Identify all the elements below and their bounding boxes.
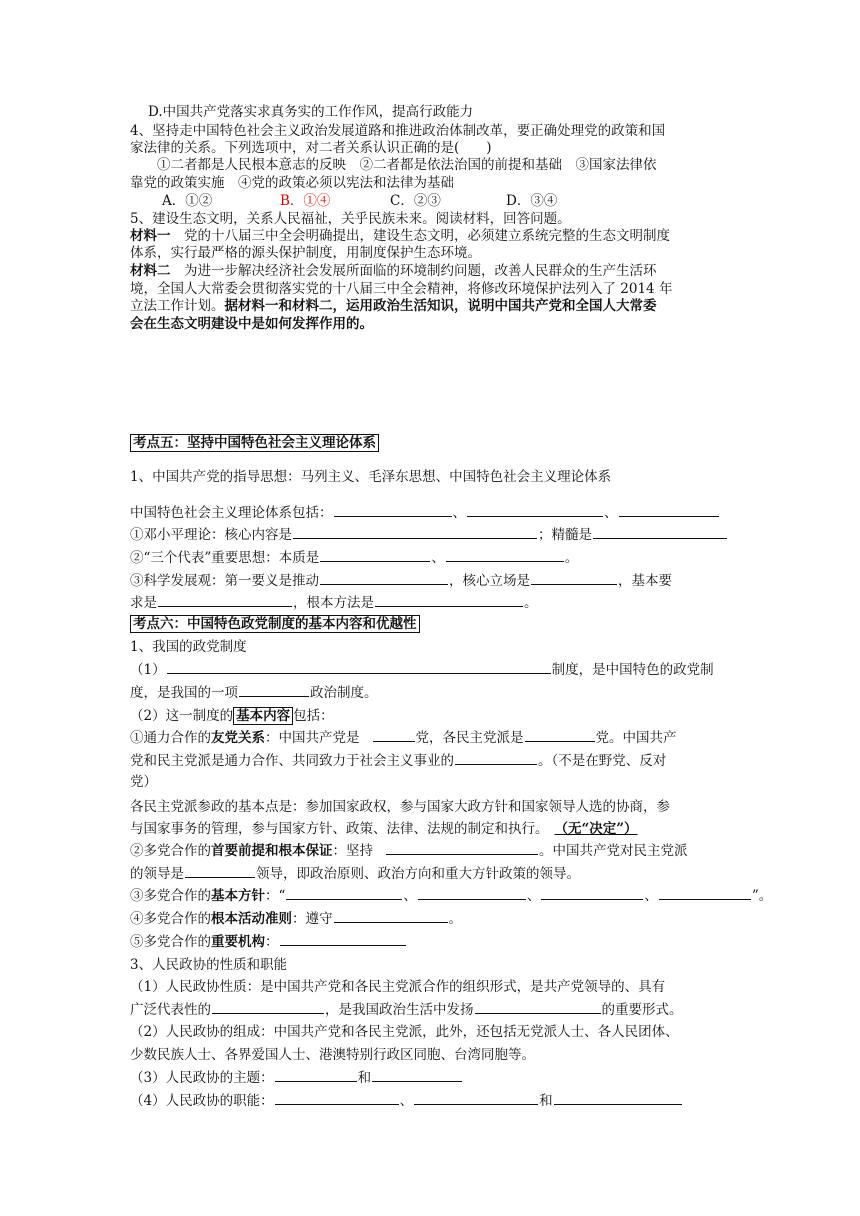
sep: 、 (403, 888, 417, 904)
blank[interactable] (418, 885, 526, 900)
c6-text-2: ： (265, 934, 279, 950)
material-2-text-end: 立法工作计划。 (130, 298, 225, 314)
premise-guarantee: 首要前提和根本保证 (211, 843, 333, 859)
section-6-q1-2 (130, 999, 683, 1021)
section-6-c1 (130, 727, 677, 749)
question-4-statements-2: 靠党的政策实施 ④党的政策必须以宪法和法律为基础 (130, 175, 454, 191)
question-5-prompt: 据材料一和材料二，运用政治生活知识，说明中国共产党和全国人大常委 (224, 298, 657, 314)
basic-policy: 基本方针 (211, 888, 265, 904)
blank[interactable] (286, 885, 402, 900)
activity-principle: 根本活动准则 (211, 911, 292, 927)
blank[interactable] (541, 885, 643, 900)
blank[interactable] (659, 885, 751, 900)
c1-text-3: 党，各民主党派是 (415, 730, 524, 746)
c3-text: ②多党合作的 (130, 843, 211, 859)
section-5-title-box: 考点五：坚持中国特色社会主义理论体系 (130, 434, 379, 452)
c4-text-3: ”。 (751, 888, 773, 904)
section-5-line-2: 中国特色社会主义理论体系包括： 、 、 (130, 502, 720, 524)
and: 和 (357, 1070, 372, 1086)
blank[interactable] (531, 570, 617, 585)
item-2-text: 包括： (293, 708, 334, 724)
section-6-c1-3: 党） (130, 774, 157, 790)
three-represents-label: ②“三个代表”重要思想：本质是 (130, 550, 320, 566)
section-5-title (130, 432, 379, 454)
blank[interactable] (275, 1090, 399, 1105)
material-2-line-2: 境，全国人大常委会贯彻落实党的十八届三中全会精神，将修改环境保护法列入了 2014 年 (130, 281, 673, 297)
blank[interactable] (375, 592, 523, 607)
material-2-line-3 (130, 298, 657, 315)
blank[interactable] (320, 547, 430, 562)
material-1-line-2: 体系，实行最严格的源头保护制度，用制度保护生态环境。 (130, 245, 481, 261)
blank[interactable] (167, 659, 551, 674)
item-1-text-2: 度，是我国的一项 (130, 685, 238, 701)
c1-text-5: 党和民主党派是通力合作、共同致力于社会主义事业的 (130, 753, 454, 769)
section-6-p2 (130, 705, 334, 727)
question-4-line-2: 家法律的关系。下列选项中，对二者关系认识正确的是( ) (130, 140, 492, 156)
option-c: C．②③ (390, 193, 441, 209)
material-1-text: 党的十八届三中全会明确提出，建设生态文明，必须建立系统完整的生态文明制度 (170, 228, 670, 244)
blank[interactable] (280, 931, 406, 946)
blank[interactable] (455, 750, 537, 765)
section-6-q2-2: 少数民族人士、各界爱国人士、港澳特别行政区同胞、台湾同胞等。 (130, 1047, 535, 1063)
item-1-text: 制度，是中国特色的政党制 (551, 662, 714, 678)
material-1-line-1 (130, 228, 670, 245)
section-6-c5 (130, 908, 462, 930)
blank[interactable] (475, 999, 601, 1014)
section-6-c3-2 (130, 863, 580, 885)
option-a: A．①② (162, 193, 213, 209)
theory-system-label: 中国特色社会主义理论体系包括： (130, 505, 333, 521)
period: 。 (524, 595, 538, 611)
blank[interactable] (275, 1067, 357, 1082)
and: 和 (539, 1093, 553, 1109)
sep: 、 (644, 888, 658, 904)
section-6-c1-2 (130, 750, 666, 772)
method-label: ，根本方法是 (293, 595, 374, 611)
sep: 、 (526, 888, 541, 904)
q4-text: （4）人民政协的职能： (130, 1093, 274, 1109)
q1-text-2: ，是我国政治生活中发扬 (325, 1002, 474, 1018)
blank[interactable] (554, 1090, 682, 1105)
blank[interactable] (185, 863, 255, 878)
blank[interactable] (372, 1067, 462, 1082)
section-5-line-1: 1、中国共产党的指导思想：马列主义、毛泽东思想、中国特色社会主义理论体系 (130, 469, 612, 485)
item-2-label: （2）这一制度的 (130, 708, 234, 724)
question-5-prompt-2: 会在生态文明建设中是如何发挥作用的。 (130, 316, 373, 332)
important-institution: 重要机构 (211, 934, 265, 950)
section-5-line-3 (130, 524, 728, 546)
c1-text-2: ：中国共产党是 (265, 730, 360, 746)
option-d: D．③④ (506, 193, 558, 209)
c5-text: ④多党合作的 (130, 911, 211, 927)
option-b-answer: B．①④ (280, 193, 331, 209)
basic-content-box: 基本内容 (233, 707, 293, 725)
option-d-line: D.中国共产党落实求真务实的工作作风，提高行政能力 (148, 104, 474, 120)
material-2-text: 为进一步解决经济社会发展所面临的环境制约问题，改善人民群众的生产生活环 (170, 263, 657, 279)
c3-text-4: 的领导是 (130, 866, 184, 882)
q1-text: 广泛代表性的 (130, 1002, 211, 1018)
section-5-line-4: ②“三个代表”重要思想：本质是 、 。 (130, 547, 578, 569)
question-4-statements-1: ①二者都是人民根本意志的反映 ②二者都是依法治国的前提和基础 ③国家法律依 (130, 157, 657, 173)
no-decision-note: （无“决定”） (554, 821, 638, 837)
blank[interactable] (619, 502, 719, 517)
basic-req-label: ，基本要 (618, 573, 672, 589)
period: 。 (564, 550, 579, 566)
deng-theory-label: ①邓小平理论：核心内容是 (130, 527, 292, 543)
blank[interactable] (386, 840, 538, 855)
question-4-options (162, 193, 557, 210)
essence-label: ；精髓是 (538, 527, 592, 543)
blank[interactable] (525, 727, 595, 742)
section-6-c3 (130, 840, 688, 862)
item-1-text-3: 政治制度。 (310, 685, 378, 701)
sep: 、 (399, 1093, 414, 1109)
material-1-label: 材料一 (130, 228, 171, 244)
section-6-q2: （2）人民政协的组成：中国共产党和各民主党派，此外，还包括无党派人士、各人民团体、 (130, 1024, 679, 1040)
c4-text-2: ：“ (265, 888, 286, 904)
item-1-label: （1） (130, 662, 166, 678)
c3-text-3: 。中国共产党对民主党派 (539, 843, 688, 859)
section-6-p1-2 (130, 682, 378, 704)
c3-text-2: ：坚持 (332, 843, 373, 859)
blank[interactable] (467, 502, 603, 517)
q3-text: （3）人民政协的主题： (130, 1070, 274, 1086)
req-label: 求是 (130, 595, 157, 611)
section-6-sub-3: 3、人民政协的性质和职能 (130, 957, 288, 973)
section-6-q4 (130, 1090, 683, 1112)
q1-text-3: 的重要形式。 (601, 1002, 683, 1018)
blank[interactable] (320, 570, 448, 585)
question-4-line-1: 4、坚持走中国特色社会主义政治发展道路和推进政治体制改革，要正确处理党的政策和国 (130, 123, 666, 139)
section-6-q3 (130, 1067, 463, 1089)
section-5-line-6 (130, 592, 538, 614)
c3-text-5: 领导，即政治原则、政治方向和重大方针政策的领导。 (256, 866, 580, 882)
section-6-c2: 各民主党派参政的基本点是：参加国家政权，参与国家大政方针和国家领导人选的协商，参 (130, 799, 670, 815)
section-6-title-box: 考点六：中国特色政党制度的基本内容和优越性 (130, 615, 420, 633)
section-6-c6 (130, 931, 407, 953)
c1-text-4: 党。中国共产 (595, 730, 677, 746)
section-6-c4 (130, 885, 772, 907)
scientific-outlook-label: ③科学发展观：第一要义是推动 (130, 573, 319, 589)
period: 。 (448, 911, 462, 927)
blank[interactable] (293, 524, 537, 539)
blank[interactable] (373, 727, 415, 742)
material-2-line-1 (130, 263, 657, 280)
section-5-line-5 (130, 570, 672, 592)
section-6-sub-1: 1、我国的政党制度 (130, 639, 247, 655)
blank[interactable] (334, 502, 452, 517)
core-position-label: ，核心立场是 (449, 573, 530, 589)
c2-text: 与国家事务的管理，参与国家方针、政策、法律、法规的制定和执行。 (130, 821, 549, 837)
blank[interactable] (414, 1090, 538, 1105)
c5-text-2: ：遵守 (292, 911, 333, 927)
c6-text: ⑤多党合作的 (130, 934, 211, 950)
c1-text-6: 。（不是在野党、反对 (538, 753, 667, 769)
section-6-title (130, 613, 420, 635)
blank[interactable] (239, 682, 309, 697)
section-6-p1 (130, 659, 714, 681)
c4-text: ③多党合作的 (130, 888, 211, 904)
section-6-q1: （1）人民政协性质：是中国共产党和各民主党派合作的组织形式，是共产党领导的、具有 (130, 979, 666, 995)
c1-text: ①通力合作的 (130, 730, 211, 746)
blank[interactable] (446, 547, 564, 562)
blank[interactable] (212, 999, 324, 1014)
blank[interactable] (158, 592, 292, 607)
friendly-party-relation: 友党关系 (211, 730, 265, 746)
material-2-label: 材料二 (130, 263, 171, 279)
blank[interactable] (334, 908, 448, 923)
question-5-intro: 5、建设生态文明，关系人民福祉，关乎民族未来。阅读材料，回答问题。 (130, 211, 571, 227)
blank[interactable] (593, 524, 727, 539)
section-6-c2-2 (130, 818, 638, 840)
